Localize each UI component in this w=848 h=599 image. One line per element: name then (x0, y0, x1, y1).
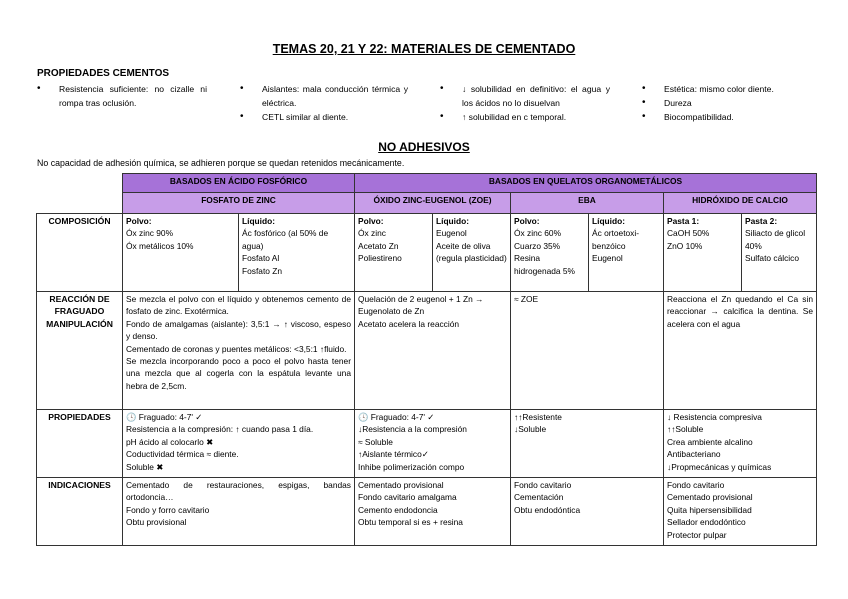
cell-line: Fondo de amalgamas (aislante): 3,5:1 → ↑ viscoso, espeso y denso. (126, 318, 351, 342)
cell-line: Poliestireno (358, 253, 402, 264)
cell-line: Obtu provisional (126, 517, 187, 528)
propiedades-hidroxido (664, 410, 817, 478)
cell-line: Obtu endodóntica (514, 504, 581, 515)
properties-heading: PROPIEDADES CEMENTOS (37, 68, 170, 79)
cell-line: Óx zinc 60% (514, 228, 562, 239)
properties-column-4 (642, 82, 812, 124)
group-header-row (37, 174, 817, 193)
cell-line: Ác fosfórico (al 50% de agua) (242, 228, 329, 251)
blank-cell (37, 193, 123, 214)
material-header-hidroxido-calcio: HIDRÓXIDO DE CALCIO (664, 193, 817, 214)
cell-line: pH ácido al colocarlo ✖ (126, 436, 214, 447)
cell-line: ZnO 10% (667, 240, 703, 251)
cell-line: Óx zinc 90% (126, 228, 174, 239)
cell-line: Siliacto de glicol 40% (745, 228, 806, 251)
cell-line: Soluble ✖ (126, 461, 164, 472)
cell-line: Acetato acelera la reacción (358, 318, 460, 329)
indicaciones-zoe (355, 478, 511, 546)
cements-table (36, 173, 817, 546)
property-item: • CETL similar al diente. (240, 110, 408, 124)
cell-line: Antibacteriano (667, 449, 721, 460)
reaccion-eba (511, 292, 664, 410)
properties-column-2 (240, 82, 408, 124)
cell-line: Fosfato Zn (242, 265, 283, 276)
cell-line: Fondo cavitario amalgama (358, 492, 457, 503)
property-item: • Aislantes: mala conducción térmica y eléctrica. (240, 82, 408, 110)
row-label-reaccion (37, 292, 123, 410)
indicaciones-fosfato (123, 478, 355, 546)
reaccion-row (37, 292, 817, 410)
group-header-fosforico: BASADOS EN ÁCIDO FOSFÓRICO (123, 174, 355, 193)
row-label-composicion: COMPOSICIÓN (37, 214, 123, 292)
cell-line: ↓ Resistencia compresiva (667, 412, 762, 422)
cell-line: Cementado de coronas y puentes metálicos: <3,5:1 ↑fluido. (126, 343, 347, 354)
cell-line: Eugenol (592, 253, 623, 264)
cell-line: ↑↑Soluble (667, 424, 704, 435)
propiedades-row (37, 410, 817, 478)
cell-line: Fondo cavitario (667, 480, 725, 490)
indicaciones-row (37, 478, 817, 546)
cell-line: ↓Soluble (514, 424, 547, 435)
page-title: TEMAS 20, 21 Y 22: MATERIALES DE CEMENTADO (272, 42, 576, 56)
row-label-line: MANIPULACIÓN (46, 318, 113, 329)
cell-subheading: Polvo: (358, 216, 384, 226)
indicaciones-eba (511, 478, 664, 546)
propiedades-fosfato (123, 410, 355, 478)
cell-line: ↑↑Resistente (514, 412, 562, 422)
cell-subheading: Líquido: (242, 216, 276, 226)
cell-line: Eugenol (436, 228, 467, 239)
cell-line: Cementado provisional (667, 492, 753, 503)
property-item: • Biocompatibilidad. (642, 110, 812, 124)
cell-line: Quita hipersensibilidad (667, 504, 752, 515)
no-adhesivos-description: No capacidad de adhesión química, se adhieren porque se quedan retenidos mecánicamente. (37, 158, 405, 168)
group-header-quelatos: BASADOS EN QUELATOS ORGANOMETÁLICOS (355, 174, 817, 193)
cell-line: Obtu temporal si es + resina (358, 517, 463, 528)
cell-line: Sulfato cálcico (745, 253, 799, 264)
composicion-fosfato-polvo (123, 214, 239, 292)
cell-line: Óx metálicos 10% (126, 240, 194, 251)
blank-cell (37, 174, 123, 193)
material-header-eba: EBA (511, 193, 664, 214)
cell-subheading: Líquido: (436, 216, 470, 226)
cell-line: Cementación (514, 492, 564, 503)
cell-subheading: Polvo: (126, 216, 152, 226)
no-adhesivos-heading: NO ADHESIVOS (378, 140, 470, 154)
cell-subheading: Líquido: (592, 216, 626, 226)
cell-line: Inhibe polimerización compo (358, 461, 465, 472)
reaccion-hidroxido (664, 292, 817, 410)
property-item: • Dureza (642, 96, 812, 110)
property-item: • Estética: mismo color diente. (642, 82, 812, 96)
propiedades-eba (511, 410, 664, 478)
cell-line: Fondo cavitario (514, 480, 572, 490)
cell-line: Acetato Zn (358, 240, 399, 251)
cell-line: Fondo y forro cavitario (126, 504, 210, 515)
cell-line: 🕓 Fraguado: 4-7' ✓ (126, 412, 203, 422)
cell-line: Coductividad térmica ≈ diente. (126, 449, 239, 460)
row-label-line: FRAGUADO (54, 306, 105, 317)
cell-subheading: Pasta 1: (667, 216, 700, 226)
reaccion-fosfato (123, 292, 355, 410)
composicion-eba-liquido (589, 214, 664, 292)
composicion-eba-polvo (511, 214, 589, 292)
cell-line: Resina hidrogenada 5% (514, 253, 576, 276)
cell-line: Ác ortoetoxi-benzóico (592, 228, 640, 251)
cell-line: Cemento endodoncia (358, 504, 438, 515)
row-label-propiedades: PROPIEDADES (37, 410, 123, 478)
cell-line: ↑Aislante térmico✓ (358, 449, 429, 460)
cell-line: ≈ Soluble (358, 436, 393, 447)
cell-line: Aceite de oliva (regula plasticidad) (436, 240, 507, 264)
composicion-hidroxido-pasta1 (664, 214, 742, 292)
cell-line: Protector pulpar (667, 529, 727, 540)
indicaciones-hidroxido (664, 478, 817, 546)
property-item: • ↑ solubilidad en c temporal. (440, 110, 610, 124)
cell-line: Crea ambiente alcalino (667, 436, 753, 447)
cell-line: ≈ ZOE (514, 294, 539, 304)
cell-line: Sellador endodóntico (667, 517, 746, 528)
cell-line: CaOH 50% (667, 228, 710, 239)
cell-line: Se mezcla el polvo con el líquido y obtenemos cemento de fosfato de zinc. Exotérmica. (126, 294, 351, 317)
cell-line: Se mezcla incorporando poco a poco el polvo hasta tener una mezcla que al cogerla con la espátula levante una hebra de 2,5cm. (126, 356, 351, 391)
cell-line: 🕓 Fraguado: 4-7' ✓ (358, 412, 435, 422)
composicion-zoe-polvo (355, 214, 433, 292)
composicion-zoe-liquido (433, 214, 511, 292)
propiedades-zoe (355, 410, 511, 478)
material-header-fosfato-zinc: FOSFATO DE ZINC (123, 193, 355, 214)
material-header-row (37, 193, 817, 214)
properties-column-3 (440, 82, 610, 124)
property-item: • Resistencia suficiente: no cizalle ni rompa tras oclusión. (37, 82, 207, 110)
composicion-row (37, 214, 817, 292)
cell-subheading: Polvo: (514, 216, 540, 226)
row-label-indicaciones: INDICACIONES (37, 478, 123, 546)
cell-line: Reacciona el Zn quedando el Ca sin reaccionar → calcifica la dentina. Se acelera con el agua (667, 294, 813, 329)
cell-line: Cuarzo 35% (514, 240, 561, 251)
cell-line: Fosfato Al (242, 253, 280, 264)
cell-line: Cementado provisional (358, 480, 444, 490)
reaccion-zoe (355, 292, 511, 410)
cell-line: Óx zinc (358, 228, 386, 239)
cell-subheading: Pasta 2: (745, 216, 778, 226)
cell-line: Quelación de 2 eugenol + 1 Zn → Eugenolato de Zn (358, 294, 484, 317)
properties-column-1 (37, 82, 207, 110)
property-item: • ↓ solubilidad en definitivo: el agua y los ácidos no lo disuelvan (440, 82, 610, 110)
cell-line: ↓Propmecánicas y químicas (667, 461, 772, 472)
cell-line: Cementado de restauraciones, espigas, bandas ortodoncia… (126, 480, 351, 503)
row-label-line: REACCIÓN DE (49, 294, 110, 304)
cell-line: ↓Resistencia a la compresión (358, 424, 467, 435)
cell-line: Resistencia a la compresión: ↑ cuando pasa 1 día. (126, 424, 314, 435)
composicion-fosfato-liquido (239, 214, 355, 292)
composicion-hidroxido-pasta2 (742, 214, 817, 292)
material-header-zoe: ÓXIDO ZINC-EUGENOL (ZOE) (355, 193, 511, 214)
